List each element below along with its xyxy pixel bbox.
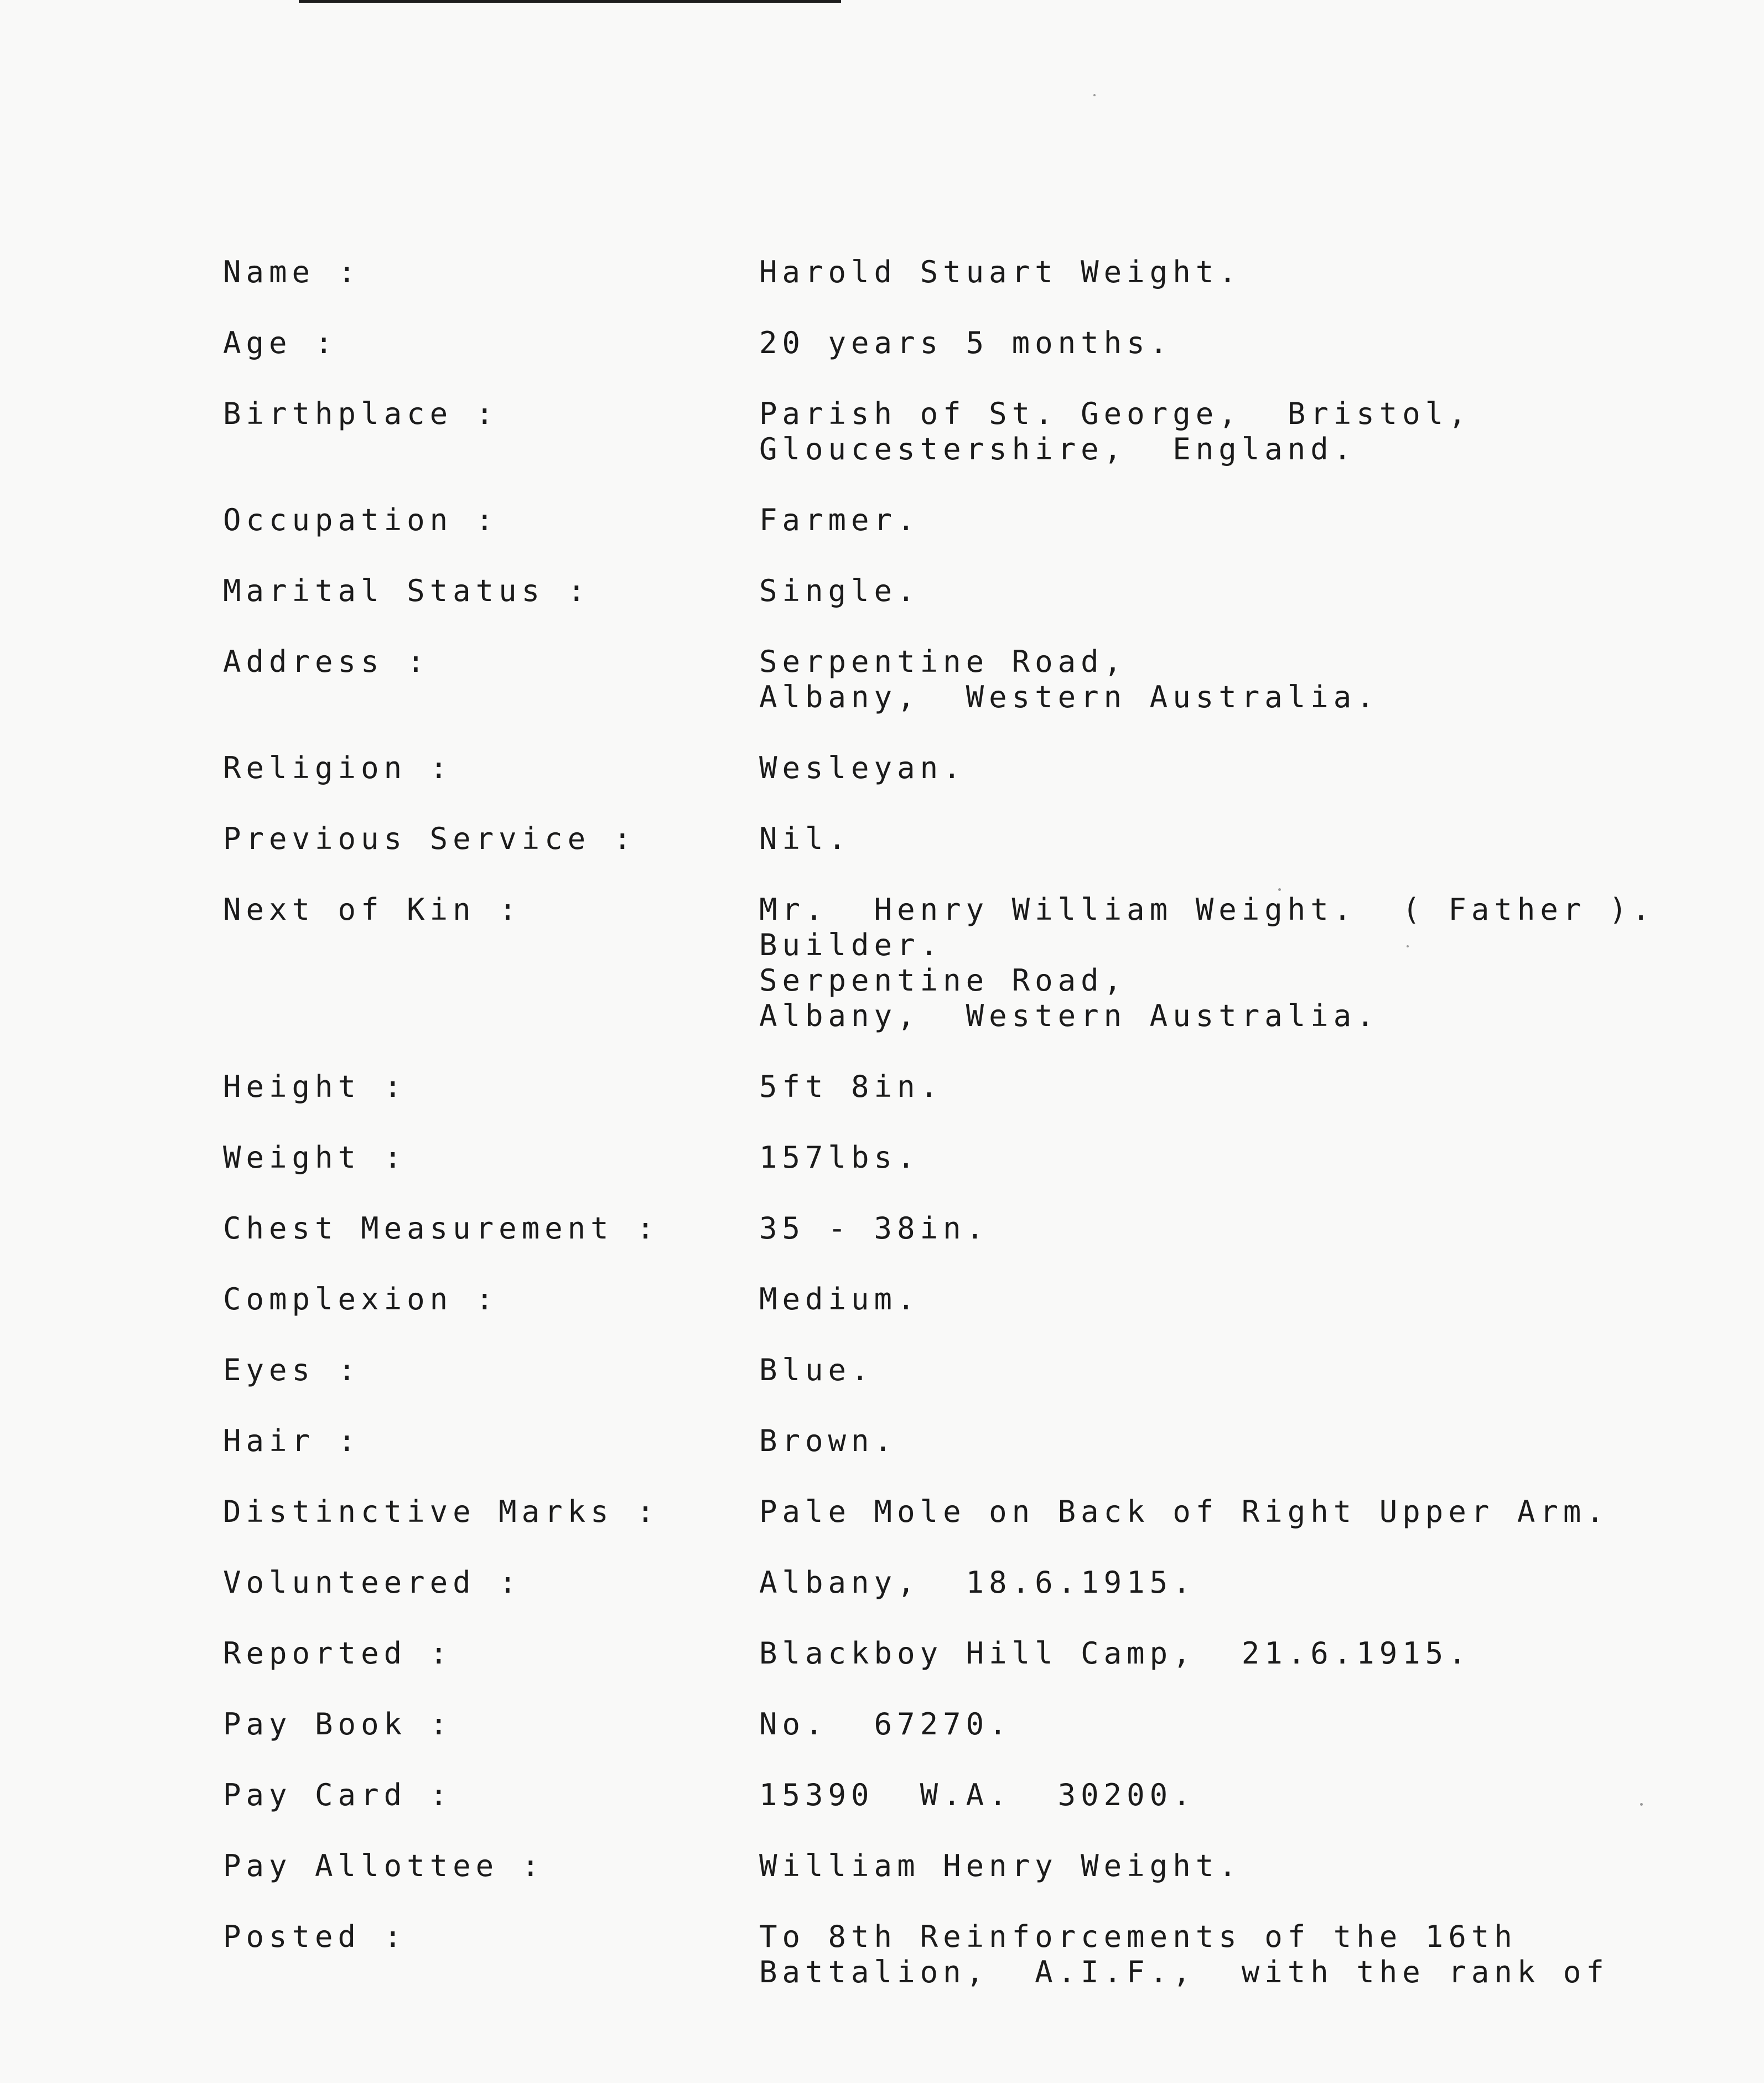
field-value — [759, 396, 1672, 467]
field-value — [759, 573, 1672, 609]
value-line: Blue. — [759, 1353, 874, 1387]
field-label: Marital Status : — [223, 573, 591, 608]
value-line: Nil. — [759, 821, 852, 856]
field-value — [759, 1565, 1672, 1600]
value-line: 35 - 38in. — [759, 1211, 989, 1246]
value-line: Albany, Western Australia. — [759, 680, 1379, 714]
field-value — [759, 1211, 1672, 1246]
field-label: Age : — [223, 325, 338, 360]
value-line: Serpentine Road, — [759, 963, 1127, 998]
field-value — [759, 1919, 1672, 1990]
field-label: Pay Card : — [223, 1778, 453, 1812]
field-value — [759, 502, 1672, 538]
field-label: Occupation : — [223, 502, 499, 537]
field-value — [759, 1140, 1672, 1175]
value-line: No. 67270. — [759, 1707, 1012, 1742]
field-label: Next of Kin : — [223, 892, 522, 927]
field-label: Previous Service : — [223, 821, 637, 856]
value-line: Mr. Henry William Weight. ( Father ). — [759, 892, 1655, 927]
field-label: Weight : — [223, 1140, 407, 1175]
field-value — [759, 892, 1672, 1034]
value-line: 5ft 8in. — [759, 1069, 943, 1104]
field-value — [759, 255, 1672, 290]
field-label: Hair : — [223, 1423, 361, 1458]
value-line: Single. — [759, 573, 920, 608]
value-line: Wesleyan. — [759, 750, 966, 785]
field-value — [759, 1707, 1672, 1742]
field-value — [759, 644, 1672, 715]
dust-speck — [1093, 94, 1096, 96]
field-label: Complexion : — [223, 1282, 499, 1317]
value-line: 20 years 5 months. — [759, 325, 1173, 360]
value-line: 15390 W.A. 30200. — [759, 1778, 1196, 1812]
value-line: Blackboy Hill Camp, 21.6.1915. — [759, 1636, 1471, 1671]
field-value — [759, 1494, 1672, 1530]
value-line: Serpentine Road, — [759, 644, 1127, 679]
field-value — [759, 1353, 1672, 1388]
field-value — [759, 1423, 1672, 1459]
field-value — [759, 1778, 1672, 1813]
value-line: Brown. — [759, 1423, 897, 1458]
value-line: Harold Stuart Weight. — [759, 255, 1242, 289]
field-label: Name : — [223, 255, 361, 289]
value-line: Albany, 18.6.1915. — [759, 1565, 1196, 1600]
field-label: Volunteered : — [223, 1565, 522, 1600]
value-line: Pale Mole on Back of Right Upper Arm. — [759, 1494, 1609, 1529]
field-label: Distinctive Marks : — [223, 1494, 660, 1529]
field-label: Pay Allottee : — [223, 1848, 545, 1883]
value-line: William Henry Weight. — [759, 1848, 1242, 1883]
value-line: Battalion, A.I.F., with the rank of — [759, 1955, 1609, 1989]
value-line: Albany, Western Australia. — [759, 998, 1379, 1033]
field-label: Eyes : — [223, 1353, 361, 1387]
value-line: 157lbs. — [759, 1140, 920, 1175]
field-value — [759, 325, 1672, 361]
value-line: Gloucestershire, England. — [759, 432, 1357, 467]
value-line: Farmer. — [759, 502, 920, 537]
field-label: Address : — [223, 644, 430, 679]
field-value — [759, 750, 1672, 786]
field-value — [759, 1636, 1672, 1671]
dust-speck — [1278, 888, 1281, 891]
field-label: Posted : — [223, 1919, 407, 1954]
field-label: Birthplace : — [223, 396, 499, 431]
page-top-edge — [299, 0, 841, 3]
field-label: Reported : — [223, 1636, 453, 1671]
field-value — [759, 1282, 1672, 1317]
value-line: Builder. — [759, 927, 943, 962]
field-label: Height : — [223, 1069, 407, 1104]
field-value — [759, 821, 1672, 857]
value-line: Medium. — [759, 1282, 920, 1317]
field-value — [759, 1848, 1672, 1884]
field-value — [759, 1069, 1672, 1105]
field-label: Chest Measurement : — [223, 1211, 660, 1246]
field-label: Pay Book : — [223, 1707, 453, 1742]
value-line: To 8th Reinforcements of the 16th — [759, 1919, 1517, 1954]
field-label: Religion : — [223, 750, 453, 785]
value-line: Parish of St. George, Bristol, — [759, 396, 1471, 431]
